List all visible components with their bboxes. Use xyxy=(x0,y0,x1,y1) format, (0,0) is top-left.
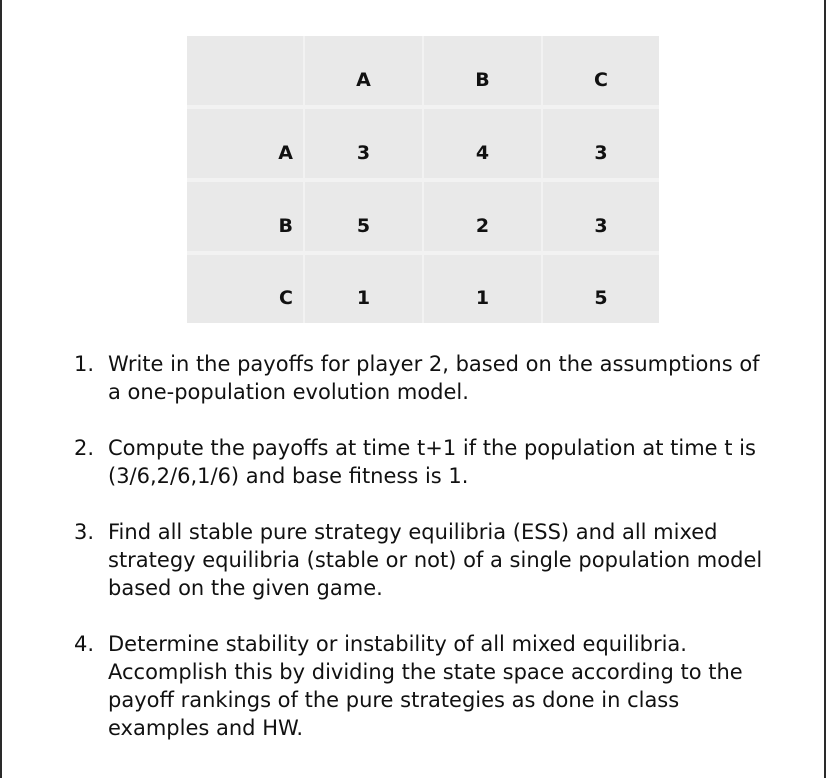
row-header-c: C xyxy=(187,255,303,323)
payoff-cell-a-b: 4 xyxy=(424,109,541,178)
payoff-cell-b-c: 3 xyxy=(543,182,659,251)
question-number: 1. xyxy=(74,352,95,376)
question-list xyxy=(74,350,774,742)
question-text: Write in the payoffs for player 2, based on the assumptions of a one-population evolution model. xyxy=(108,352,760,404)
payoff-table xyxy=(187,36,659,323)
payoff-cell-b-b: 2 xyxy=(424,182,541,251)
question-number: 2. xyxy=(74,436,95,460)
question-item xyxy=(74,350,774,406)
payoff-cell-a-c: 3 xyxy=(543,109,659,178)
column-header-a: A xyxy=(305,36,422,105)
question-number: 3. xyxy=(74,520,95,544)
question-item xyxy=(74,630,774,742)
payoff-cell-c-c: 5 xyxy=(543,255,659,323)
payoff-cell-b-a: 5 xyxy=(305,182,422,251)
row-header-b: B xyxy=(187,182,303,251)
question-item xyxy=(74,434,774,490)
table-corner-cell xyxy=(187,36,303,105)
payoff-cell-c-b: 1 xyxy=(424,255,541,323)
page-border-left xyxy=(0,0,2,778)
column-header-b: B xyxy=(424,36,541,105)
question-text: Determine stability or instability of all mixed equilibria. Accomplish this by dividing the state space according to the payoff rankings of the pure strategies as done in class examples and HW. xyxy=(108,632,743,740)
question-text: Find all stable pure strategy equilibria (ESS) and all mixed strategy equilibria (stable or not) of a single population model based on the given game. xyxy=(108,520,763,600)
column-header-c: C xyxy=(543,36,659,105)
question-text: Compute the payoffs at time t+1 if the population at time t is (3/6,2/6,1/6) and base fitness is 1. xyxy=(108,436,756,488)
question-number: 4. xyxy=(74,632,95,656)
row-header-a: A xyxy=(187,109,303,178)
payoff-cell-c-a: 1 xyxy=(305,255,422,323)
question-item xyxy=(74,518,774,602)
payoff-cell-a-a: 3 xyxy=(305,109,422,178)
